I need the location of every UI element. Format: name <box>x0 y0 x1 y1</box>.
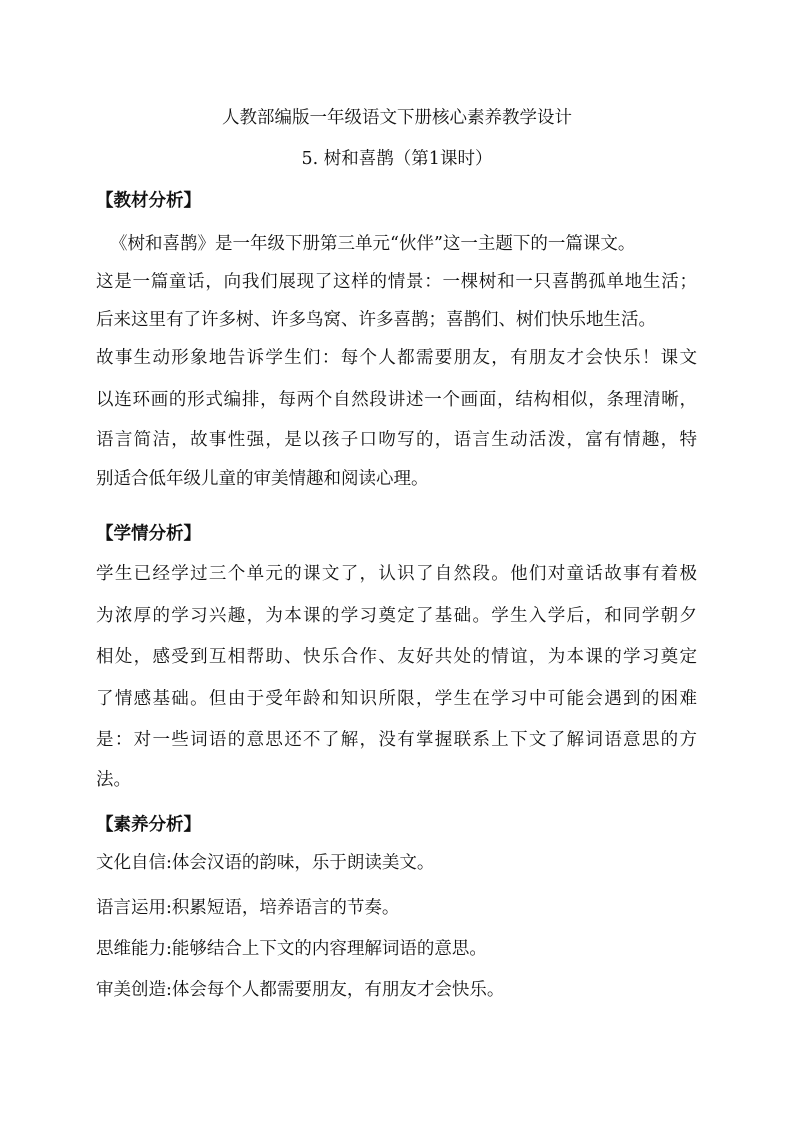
paragraph-line: 法。 <box>96 770 131 790</box>
literacy-item-aesthetic-creation: 审美创造:体会每个人都需要朋友，有朋友才会快乐。 <box>96 980 505 1000</box>
paragraph-line: 相处，感受到互相帮助、快乐合作、友好共处的情谊，为本课的学习奠定 <box>96 647 697 667</box>
paragraph-line: 故事生动形象地告诉学生们：每个人都需要朋友，有朋友才会快乐！课文 <box>96 348 697 368</box>
paragraph-line: 后来这里有了许多树、许多鸟窝、许多喜鹊；喜鹊们、树们快乐地生活。 <box>96 310 656 330</box>
literacy-item-language-use: 语言运用:积累短语，培养语言的节奏。 <box>96 898 400 918</box>
paragraph-line: 为浓厚的学习兴趣，为本课的学习奠定了基础。学生入学后，和同学朝夕 <box>96 606 697 626</box>
lesson-subtitle: 5. 树和喜鹊（第1课时） <box>301 149 493 169</box>
paragraph-line: 是：对一些词语的意思还不了解，没有掌握联系上下文了解词语意思的方 <box>96 730 697 750</box>
section-heading-literacy-analysis: 【素养分析】 <box>96 815 201 835</box>
literacy-item-thinking-ability: 思维能力:能够结合上下文的内容理解词语的意思。 <box>96 939 487 959</box>
literacy-item-cultural-confidence: 文化自信:体会汉语的韵味，乐于朗读美文。 <box>96 853 435 873</box>
section-heading-student-analysis: 【学情分析】 <box>96 524 201 544</box>
paragraph-line: 以连环画的形式编排，每两个自然段讲述一个画面，结构相似，条理清晰， <box>96 390 697 410</box>
paragraph-line: 这是一篇童话，向我们展现了这样的情景：一棵树和一只喜鹊孤单地生活； <box>96 272 697 292</box>
paragraph-line: 语言简洁，故事性强，是以孩子口吻写的，语言生动活泼，富有情趣，特 <box>96 430 697 450</box>
document-title: 人教部编版一年级语文下册核心素养教学设计 <box>222 108 572 128</box>
paragraph-line: 学生已经学过三个单元的课文了，认识了自然段。他们对童话故事有着极 <box>96 564 697 584</box>
section-heading-textbook-analysis: 【教材分析】 <box>96 191 201 211</box>
paragraph-line: 了情感基础。但由于受年龄和知识所限，学生在学习中可能会遇到的困难 <box>96 689 697 709</box>
paragraph-line: 《树和喜鹊》是一年级下册第三单元“伙伴”这一主题下的一篇课文。 <box>110 234 636 254</box>
paragraph-line: 别适合低年级儿童的审美情趣和阅读心理。 <box>96 469 429 489</box>
